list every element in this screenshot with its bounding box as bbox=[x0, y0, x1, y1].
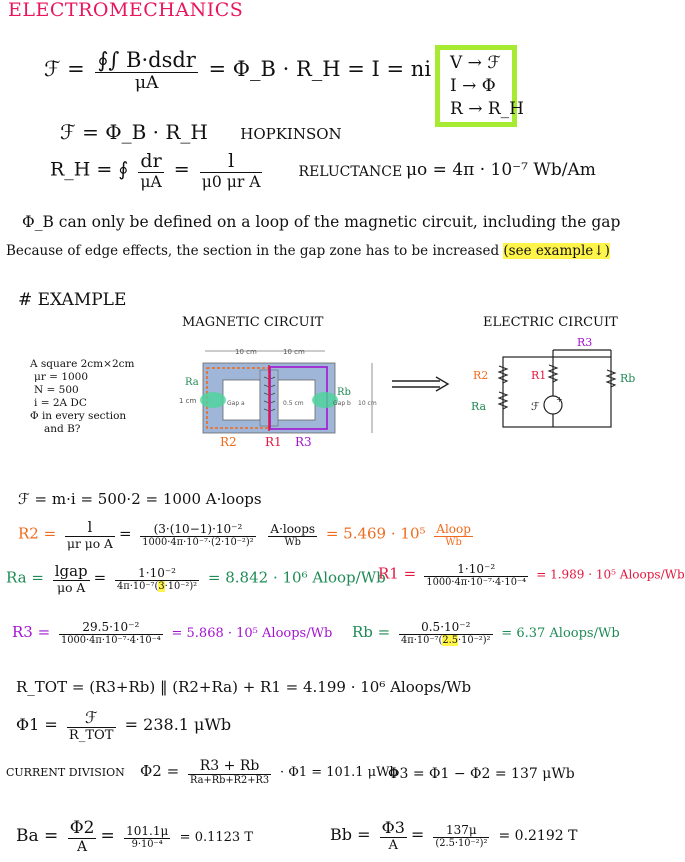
phi1-result: = 238.1 μWb bbox=[124, 715, 232, 734]
rb-den-b: ·10⁻²)² bbox=[457, 635, 491, 646]
equation-hopkinson bbox=[60, 120, 342, 144]
r2-unit-num: A·loops bbox=[270, 521, 316, 536]
r2-num2: (3·(10−1)·10⁻² bbox=[140, 522, 255, 537]
bb-fraction-1 bbox=[380, 818, 407, 853]
ba-num2: 101.1μ bbox=[126, 823, 169, 838]
rb-lhs: Rb = bbox=[352, 623, 391, 641]
ra-num: lgap bbox=[54, 562, 88, 580]
equation-reluctance: R_H = ∮ $\frac{dr}{\mu A}$ = $\frac{l}{\text{μ0 μr A}}$ RELUCTANCE bbox=[50, 150, 403, 191]
phi2-result: · Φ1 = 101.1 μWb bbox=[279, 765, 398, 780]
diagram-mid-dim: 0.5 cm bbox=[283, 400, 304, 407]
given-item: A square 2cm×2cm bbox=[30, 358, 135, 370]
bb-den: A bbox=[388, 838, 398, 853]
r2-unit-den: Wb bbox=[284, 536, 301, 548]
bb-result: = 0.2192 T bbox=[498, 828, 578, 844]
phi2-calculation bbox=[140, 758, 398, 786]
ra-den2a: 4π·10⁻⁷( bbox=[117, 580, 159, 592]
r2-fraction-1 bbox=[65, 518, 115, 551]
r3-result: = 5.868 · 10⁵ Aloops/Wb bbox=[171, 626, 333, 641]
analogy-row-3: R → R_H bbox=[450, 99, 524, 119]
ra-den: μo A bbox=[57, 581, 86, 595]
eq3-den: μA bbox=[140, 173, 162, 191]
ba-calculation: Ba = $\frac{\Phi 2}{A}$ = $\frac{101.1\mu}{\text{9·10⁻⁴}}$ = 0.1123 T bbox=[16, 818, 253, 855]
example-heading: # EXAMPLE bbox=[18, 290, 127, 310]
r3-den: 1000·4π·10⁻⁷·4·10⁻⁴ bbox=[60, 635, 161, 646]
eq1-rest: = Φ_B · R_H = I = ni bbox=[208, 57, 432, 81]
ra-result: = 8.842 · 10⁶ Aloop/Wb bbox=[207, 568, 386, 587]
diagram-right-dim: 10 cm bbox=[358, 400, 377, 407]
eq2-text: ℱ = Φ_B · R_H bbox=[60, 120, 208, 144]
magnetic-circuit-title: MAGNETIC CIRCUIT bbox=[182, 315, 324, 330]
eq2-label: HOPKINSON bbox=[240, 125, 342, 143]
equation-mmf-definition bbox=[44, 48, 431, 93]
ra-fraction-1 bbox=[53, 562, 90, 595]
note-edge-effects-text: Because of edge effects, the section in the gap zone has to be increased bbox=[6, 243, 500, 259]
phi2-fraction bbox=[188, 758, 271, 786]
rb-den-highlight: 2.5 bbox=[442, 635, 458, 646]
magnetic-circuit-diagram bbox=[165, 343, 385, 448]
ra-lhs: Ra = bbox=[6, 568, 44, 587]
ba-result: = 0.1123 T bbox=[179, 830, 253, 845]
eq1-integral-fraction bbox=[95, 48, 197, 93]
diagram-label-r2: R2 bbox=[220, 435, 237, 449]
eq1-integral-den: μA bbox=[134, 73, 159, 93]
ra-num2: 1·10⁻² bbox=[115, 566, 199, 581]
r2-fraction-2 bbox=[140, 522, 255, 548]
r2-result-unit bbox=[434, 522, 473, 548]
r2-calculation: R2 = $\frac{l}{\text{μr μo A}}$ = $\frac{\text{(3·(10−1)·10⁻²}}{\text{1000·4π·10⁻⁷·(2·10⁻²)²}}$ $\frac{\text{A·loops}}{Wb}$ = 5.469 · 10⁵ $\frac{\text{Aloop}}{Wb}$ bbox=[18, 518, 471, 551]
bb-calculation: Bb = $\frac{\Phi 3}{A}$ = $\frac{137\mu}{\text{(2.5·10⁻²)²}}$ = 0.2192 T bbox=[330, 818, 578, 853]
note-see-example: (see example↓) bbox=[503, 243, 610, 259]
ra-den2-highlight: 3 bbox=[158, 580, 165, 592]
rb-calculation bbox=[352, 620, 620, 646]
rb-den-a: 4π·10⁻⁷( bbox=[401, 635, 443, 646]
eq3-integral-sign: ∮ bbox=[118, 158, 129, 181]
diagram-dim-1: 10 cm bbox=[235, 348, 257, 356]
r2-result: = 5.469 · 10⁵ bbox=[325, 524, 426, 543]
ba-fraction-2 bbox=[124, 824, 170, 850]
phi1-lhs: Φ1 = bbox=[16, 715, 58, 734]
circuit-label-r1: R1 bbox=[531, 369, 547, 382]
bb-lhs: Bb = bbox=[330, 825, 371, 844]
electric-circuit-title: ELECTRIC CIRCUIT bbox=[483, 315, 618, 330]
ba-fraction-1 bbox=[68, 818, 97, 855]
circuit-label-source: ℱ bbox=[531, 400, 540, 413]
eq3-num: dr bbox=[138, 150, 163, 173]
given-item: i = 2A DC bbox=[34, 397, 87, 409]
given-item: μr = 1000 bbox=[34, 371, 89, 383]
diagram-dim-2: 10 cm bbox=[283, 348, 305, 356]
bb-fraction-2 bbox=[433, 823, 489, 849]
mu0-constant: μo = 4π · 10⁻⁷ Wb/Am bbox=[406, 160, 596, 180]
analogy-row-1: V → ℱ bbox=[450, 53, 501, 73]
phi2-num: R3 + Rb bbox=[188, 758, 271, 775]
page-title: ELECTROMECHANICS bbox=[8, 0, 244, 21]
phi1-calculation bbox=[16, 708, 231, 743]
r1-lhs: R1 = bbox=[378, 564, 417, 583]
diagram-gap-b: Gap b bbox=[333, 400, 351, 407]
circuit-label-r2: R2 bbox=[473, 369, 489, 382]
circuit-label-r3: R3 bbox=[577, 336, 593, 349]
r2-den2: 1000·4π·10⁻⁷·(2·10⁻²)² bbox=[142, 536, 254, 548]
ra-calculation: Ra = $\frac{\text{lgap}}{\text{μo A}}$ = $\frac{\text{1·10⁻²}}{\text{4π·10⁻⁷(3·10⁻²)²}}$ = 8.842 · 10⁶ Aloop/Wb bbox=[6, 562, 386, 595]
eq3-den2: μ0 μr A bbox=[201, 173, 261, 191]
phi2-lhs: Φ2 = bbox=[140, 762, 180, 780]
eq3-lhs: R_H = bbox=[50, 158, 113, 181]
rtot-calculation: R_TOT = (R3+Rb) ‖ (R2+Ra) + R1 = 4.199 · 10⁶ Aloops/Wb bbox=[16, 678, 472, 696]
given-item: N = 500 bbox=[34, 384, 79, 396]
electric-circuit-diagram bbox=[465, 332, 650, 432]
r1-num: 1·10⁻² bbox=[424, 562, 528, 577]
analogy-row-2: I → Φ bbox=[450, 76, 496, 96]
eq1-integral-num: ∮∫ B·dsdr bbox=[97, 48, 196, 72]
svg-text:+: + bbox=[556, 395, 563, 404]
given-item: and B? bbox=[44, 423, 81, 435]
r2-result-unit-num: Aloop bbox=[436, 521, 471, 536]
note-edge-effects bbox=[6, 243, 610, 259]
r2-den: μr μo A bbox=[66, 537, 113, 551]
r2-unit bbox=[268, 522, 317, 548]
given-item: Φ in every section bbox=[30, 410, 127, 422]
bb-den2: (2.5·10⁻²)² bbox=[435, 837, 488, 849]
r3-fraction bbox=[59, 620, 163, 646]
eq3-num2: l bbox=[200, 150, 263, 173]
ra-fraction-2 bbox=[115, 566, 199, 592]
rb-result: = 6.37 Aloops/Wb bbox=[501, 626, 620, 641]
note-loop: Φ_B can only be defined on a loop of the magnetic circuit, including the gap bbox=[22, 213, 621, 231]
eq1-lhs: ℱ = bbox=[44, 57, 85, 81]
diagram-label-ra: Ra bbox=[185, 377, 199, 388]
diagram-label-r3: R3 bbox=[295, 435, 312, 449]
r3-lhs: R3 = bbox=[12, 623, 51, 641]
r3-calculation bbox=[12, 620, 332, 646]
diagram-label-rb: Rb bbox=[337, 387, 351, 398]
r2-lhs: R2 = bbox=[18, 524, 57, 543]
bb-num2: 137μ bbox=[433, 823, 489, 838]
phi1-num: ℱ bbox=[67, 708, 116, 728]
mmf-calculation: ℱ = m·i = 500·2 = 1000 A·loops bbox=[18, 490, 262, 508]
ba-den: A bbox=[77, 839, 88, 855]
bb-num: Φ3 bbox=[381, 818, 405, 837]
r2-result-unit-den: Wb bbox=[445, 536, 462, 548]
r2-num: l bbox=[65, 518, 115, 537]
circuit-label-ra: Ra bbox=[471, 400, 487, 413]
r1-den: 1000·4π·10⁻⁷·4·10⁻⁴ bbox=[426, 577, 527, 588]
analogy-box bbox=[435, 45, 524, 127]
rb-fraction bbox=[399, 620, 493, 646]
equivalence-arrow-icon bbox=[390, 376, 450, 392]
rb-den bbox=[399, 635, 493, 646]
phi1-den: R_TOT bbox=[68, 728, 114, 743]
r3-num: 29.5·10⁻² bbox=[59, 620, 163, 635]
rb-num: 0.5·10⁻² bbox=[399, 620, 493, 635]
diagram-left-dim: 1 cm bbox=[179, 397, 197, 405]
r1-fraction bbox=[424, 562, 528, 588]
ba-den2: 9·10⁻⁴ bbox=[131, 838, 163, 850]
eq3-frac1 bbox=[138, 150, 163, 191]
r1-result: = 1.989 · 10⁵ Aloops/Wb bbox=[536, 567, 685, 582]
ba-num: Φ2 bbox=[69, 818, 95, 838]
r1-calculation bbox=[378, 562, 685, 588]
phi3-calculation: Φ3 = Φ1 − Φ2 = 137 μWb bbox=[388, 766, 575, 782]
diagram-label-r1: R1 bbox=[265, 435, 282, 449]
circuit-label-rb: Rb bbox=[620, 372, 636, 385]
phi1-fraction bbox=[67, 708, 116, 743]
ra-den2 bbox=[115, 581, 199, 592]
eq3-label: RELUCTANCE bbox=[298, 163, 403, 180]
diagram-gap-a: Gap a bbox=[227, 400, 245, 407]
ba-lhs: Ba = bbox=[16, 826, 59, 846]
phi2-den: Ra+Rb+R2+R3 bbox=[189, 775, 270, 786]
eq3-frac2 bbox=[200, 150, 263, 191]
given-list bbox=[30, 358, 134, 436]
ra-den2b: ·10⁻²)² bbox=[164, 580, 198, 592]
current-division-label: CURRENT DIVISION bbox=[6, 766, 125, 779]
